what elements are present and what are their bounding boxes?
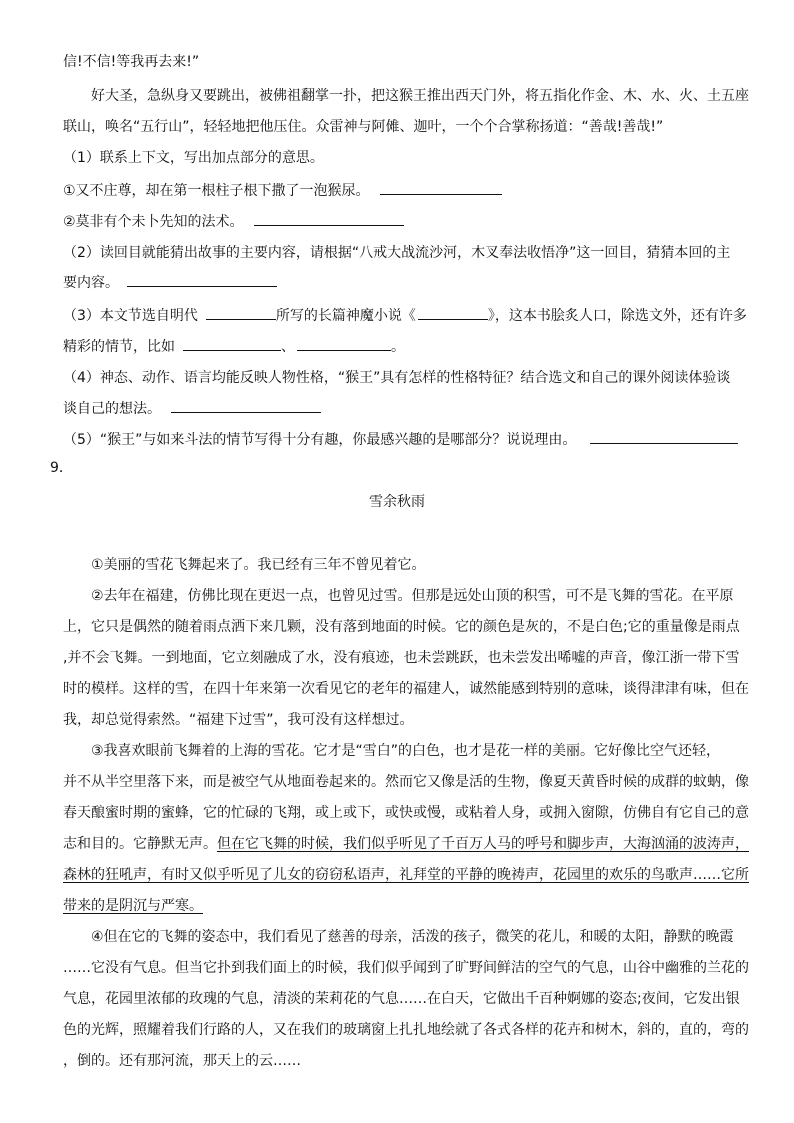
answer-blank[interactable] [127,272,277,287]
passage-paragraph-line: 联山，唤名“五行山”，轻轻地把他压住。众雷神与阿傩、迦叶，一个个合掌称扬道：“善哉!善哉!” [63,119,664,135]
article-paragraph-line: 我，却总觉得索然。“福建下过雪”，我可没有这样想过。 [63,712,414,728]
question-3-text: （3）本文节选自明代 [63,308,198,324]
question-2-line [63,272,277,293]
question-1: （1）联系上下文，写出加点部分的意思。 [63,150,324,166]
answer-blank[interactable] [206,305,276,320]
article-paragraph-line: 并不从半空里落下来，而是被空气从地面卷起来的。然而它又像是活的生物，像夏天黄昏时候的成群的蚊蚋，像 [63,774,749,790]
answer-blank[interactable] [380,180,502,195]
answer-blank[interactable] [171,398,321,413]
question-2-line: （2）读回目就能猜出故事的主要内容，请根据“八戒大战流沙河，木叉奉法收悟净”这一回目，猜猜本回的主 [63,245,731,261]
answer-blank[interactable] [254,211,404,226]
question-3-line [63,305,747,326]
article-paragraph-line: 色的光辉，照耀着我们行路的人，又在我们的玻璃窗上扎扎地绘就了各式各样的花卉和树木，斜的，直的，弯的 [63,1022,749,1038]
underlined-text: 森林的狂吼声，有时又似乎听见了儿女的窃窃私语声，礼拜堂的平静的晚祷声，花园里的欢乐的鸟歌声……它所 [63,867,749,883]
answer-blank[interactable] [183,336,281,351]
question-1b [63,211,404,232]
question-number: 9． [50,460,73,476]
answer-blank[interactable] [418,305,488,320]
article-paragraph-line: ②去年在福建，仿佛比现在更迟一点，也曾见过雪。但那是远处山顶的积雪，可不是飞舞的雪花。在平原 [91,588,734,604]
article-text: 志和目的。它静默无声。 [63,836,217,852]
question-5-text: （5）“猴王”与如来斗法的情节写得十分有趣，你最感兴趣的是哪部分？说说理由。 [63,432,577,448]
question-1a [63,180,502,201]
question-1a-text: ①又不庄尊，却在第一根柱子根下撒了一泡猴尿。 [63,183,370,199]
article-paragraph-line: ……它没有气息。但当它扑到我们面上的时候，我们似乎闻到了旷野间鲜洁的空气的气息，山谷中幽雅的兰花的 [63,960,749,976]
underlined-text: 但在它飞舞的时候，我们似乎听见了千百万人马的呼号和脚步声，大海汹涌的波涛声， [217,836,749,852]
article-paragraph-line: ,并不会飞舞。一到地面，它立刻融成了水，没有痕迹，也未尝跳跃，也未尝发出唏嘘的声音，像江浙一带下雪 [63,650,740,666]
article-paragraph-line: 上，它只是偶然的随着雨点洒下来几颗，没有落到地面的时候。它的颜色是灰的，不是白色;它的重量像是雨点 [63,619,740,635]
article-paragraph-line: 气息，花园里浓郁的玫瑰的气息，清淡的茉莉花的气息……在白天，它做出千百种婀娜的姿态;夜间，它发出银 [63,991,740,1007]
article-title: 雪余秋雨 [369,494,425,510]
separator: 、 [281,339,295,355]
passage-paragraph-line: 好大圣，急纵身又要跳出，被佛祖翻掌一扑，把这猴王推出西天门外，将五指化作金、木、水、火、土五座 [91,88,749,104]
period: 。 [391,339,405,355]
question-2-text: 要内容。 [63,275,119,291]
article-paragraph-line: ④但在它的飞舞的姿态中，我们看见了慈善的母亲，活泼的孩子，微笑的花儿，和暖的太阳，静默的晚霞 [91,929,734,945]
question-3-line [63,336,405,357]
article-paragraph-line: ①美丽的雪花飞舞起来了。我已经有三年不曾见着它。 [91,557,426,573]
question-1b-text: ②莫非有个未卜先知的法术。 [63,214,244,230]
question-5-line [63,429,738,450]
underlined-text: 带来的是阴沉与严寒。 [63,898,203,914]
article-paragraph-line: 时的模样。这样的雪，在四十年来第一次看见它的老年的福建人，诚然能感到特别的意味，谈得津津有味，但在 [63,681,749,697]
article-paragraph-line: ③我喜欢眼前飞舞着的上海的雪花。它才是“雪白”的白色，也才是花一样的美丽。它好像比空气还轻， [91,743,721,759]
question-3-text: 》，这本书脍炙人口，除选文外，还有许多 [487,308,747,324]
answer-blank[interactable] [297,336,391,351]
question-3-text: 精彩的情节，比如 [63,339,175,355]
question-4-line [63,398,321,419]
article-paragraph-line [63,834,749,854]
passage-line: 信!不信!等我再去来!” [63,54,200,70]
article-paragraph-line: 春天酿蜜时期的蜜蜂，它的忙碌的飞翔，或上或下，或快或慢，或粘着人身，或拥入窗隙，仿佛自有它自己的意 [63,805,749,821]
question-4-text: 谈自己的想法。 [63,401,161,417]
answer-blank[interactable] [590,429,738,444]
question-3-text: 所写的长篇神魔小说《 [275,308,416,324]
question-4-line: （4）神态、动作、语言均能反映人物性格，“猴王”具有怎样的性格特征？结合选文和自己的课外阅读体验谈 [63,370,731,386]
article-paragraph-line: ，倒的。还有那河流，那天上的云…… [63,1053,301,1069]
